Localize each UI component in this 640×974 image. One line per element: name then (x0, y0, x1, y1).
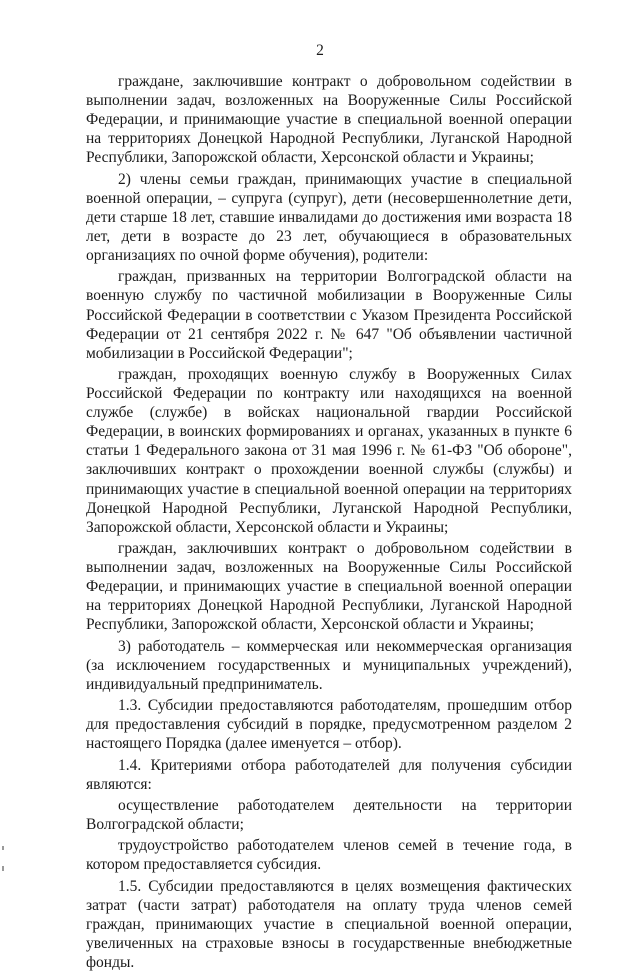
page-number: 2 (316, 42, 324, 59)
scan-edge-mark (2, 846, 4, 850)
paragraph: 2) члены семьи граждан, принимающих участие в специальной военной операции, – супруга (супруг), дети (несовершеннолетние дети, дети старше 18 лет, ставшие инвалидами до достижения ими возраста 18 лет, дети в возрасте до 23 лет, обучающиеся в образовательных организациях по очной форме обучения), родители: (86, 170, 572, 265)
paragraph: осуществление работодателем деятельности на территории Волгоградской области; (86, 796, 572, 834)
paragraph: граждан, проходящих военную службу в Вооруженных Силах Российской Федерации по контракту или находящихся на военной службе (службе) в войсках национальной гвардии Российской Федерации, в воинских формированиях и органах, указанных в пункте 6 статьи 1 Федерального закона от 31 мая 1996 г. № 61-ФЗ "Об обороне", заключивших контракт о прохождении военной службы (службы) и принимающих участие в специальной военной операции на территориях Донецкой Народной Республики, Луганской Народной Республики, Запорожской области, Херсонской области и Украины; (86, 365, 572, 536)
paragraph: 1.4. Критериями отбора работодателей для получения субсидии являются: (86, 756, 572, 793)
paragraph: трудоустройство работодателем членов семей в течение года, в котором предоставляется субсидия. (86, 837, 572, 874)
paragraph: граждане, заключившие контракт о добровольном содействии в выполнении задач, возложенных на Вооруженные Силы Российской Федерации, и принимающие участие в специальной военной операции на территориях Донецкой Народной Республики, Луганской Народной Республики, Запорожской области, Херсонской области и Украины; (86, 73, 572, 167)
paragraph: 3) работодатель – коммерческая или некоммерческая организация (за исключением государственных и муниципальных учреждений), индивидуальный предприниматель. (86, 637, 572, 693)
paragraph: граждан, призванных на территории Волгоградской области на военную службу по частичной мобилизации в Вооруженные Силы Российской Федерации в соответствии с Указом Президента Российской Федерации от 21 сентября 2022 г. № 647 "Об объявлении частичной мобилизации в Российской Федерации"; (86, 268, 572, 362)
paragraph: 1.3. Субсидии предоставляются работодателям, прошедшим отбор для предоставления субсидий в порядке, предусмотренном разделом 2 настоящего Порядка (далее именуется – отбор). (86, 697, 572, 753)
paragraph: 1.5. Субсидии предоставляются в целях возмещения фактических затрат (части затрат) работодателя на оплату труда членов семей граждан, принимающих участие в специальной военной операции, увеличенных на страховые взносы в государственные внебюджетные фонды. (86, 877, 572, 972)
scan-edge-mark (2, 866, 4, 871)
document-body (86, 72, 572, 974)
paragraph: граждан, заключивших контракт о добровольном содействии в выполнении задач, возложенных на Вооруженные Силы Российской Федерации, и принимающих участие в специальной военной операции на территориях Донецкой Народной Республики, Луганской Народной Республики, Запорожской области, Херсонской области и Украины; (86, 540, 572, 634)
